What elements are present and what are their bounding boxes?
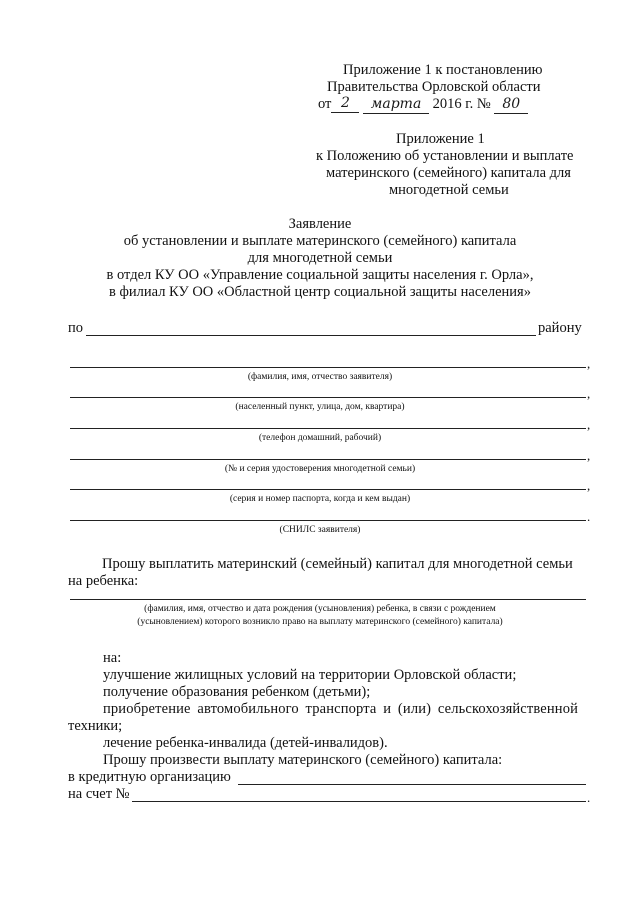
form-title: Заявление bbox=[288, 216, 352, 232]
request-line-1: Прошу выплатить материнский (семейный) капитал для многодетной семьи bbox=[102, 556, 573, 572]
district-field[interactable] bbox=[86, 335, 536, 336]
applicant-address-field[interactable] bbox=[70, 397, 586, 398]
request-line-2: на ребенка: bbox=[68, 573, 139, 589]
appendix-line-4: многодетной семьи bbox=[389, 182, 509, 198]
applicant-phone-field[interactable] bbox=[70, 428, 586, 429]
form-subtitle-1: об установлении и выплате материнского (семейного) капитала bbox=[123, 233, 517, 249]
purpose-housing: улучшение жилищных условий на территории Орловской области; bbox=[103, 667, 517, 683]
applicant-fio-field[interactable] bbox=[70, 367, 586, 368]
form-subtitle-2: для многодетной семьи bbox=[247, 250, 393, 266]
account-field[interactable] bbox=[132, 801, 586, 802]
appendix-line-1: Приложение 1 bbox=[396, 131, 485, 147]
payment-request: Прошу произвести выплату материнского (семейного) капитала: bbox=[103, 752, 503, 768]
applicant-phone-caption: (телефон домашний, рабочий) bbox=[258, 433, 382, 443]
decree-from-label: от bbox=[318, 96, 332, 112]
applicant-fio-caption: (фамилия, имя, отчество заявителя) bbox=[247, 372, 393, 382]
snils-caption: (СНИЛС заявителя) bbox=[279, 525, 361, 535]
decree-date-row bbox=[318, 96, 528, 114]
purpose-education: получение образования ребенком (детьми); bbox=[103, 684, 371, 700]
child-info-field[interactable] bbox=[70, 599, 586, 600]
child-caption-2: (усыновлением) которого возникло право на выплату материнского (семейного) капитала) bbox=[137, 617, 503, 627]
snils-field[interactable] bbox=[70, 520, 586, 521]
applicant-address-caption: (населенный пункт, улица, дом, квартира) bbox=[235, 402, 405, 412]
decree-number: 80 bbox=[502, 96, 521, 112]
passport-field[interactable] bbox=[70, 489, 586, 490]
purposes-intro: на: bbox=[103, 650, 122, 666]
form-subtitle-4: в филиал КУ ОО «Областной центр социальной защиты населения» bbox=[109, 284, 531, 300]
bank-label: в кредитную организацию bbox=[68, 769, 231, 785]
decree-year-text: 2016 г. № bbox=[432, 96, 491, 112]
decree-line-1: Приложение 1 к постановлению bbox=[343, 62, 543, 78]
district-prefix: по bbox=[68, 320, 84, 336]
certificate-field[interactable] bbox=[70, 459, 586, 460]
decree-day: 2 bbox=[340, 95, 350, 111]
appendix-line-3: материнского (семейного) капитала для bbox=[326, 165, 571, 181]
purpose-vehicle: приобретение автомобильного транспорта и (или) сельскохозяйственной bbox=[103, 701, 579, 717]
district-suffix: району bbox=[538, 320, 582, 336]
decree-month: марта bbox=[370, 96, 422, 112]
child-caption-1: (фамилия, имя, отчество и дата рождения (усыновления) ребенка, в связи с рождением bbox=[144, 604, 496, 614]
appendix-line-2: к Положению об установлении и выплате bbox=[316, 148, 574, 164]
account-label: на счет № bbox=[68, 786, 130, 802]
certificate-caption: (№ и серия удостоверения многодетной семьи) bbox=[224, 464, 416, 474]
purpose-vehicle-cont: техники; bbox=[68, 718, 123, 734]
form-subtitle-3: в отдел КУ ОО «Управление социальной защиты населения г. Орла», bbox=[106, 267, 534, 283]
decree-line-2: Правительства Орловской области bbox=[327, 79, 541, 95]
purpose-treatment: лечение ребенка-инвалида (детей-инвалидов). bbox=[103, 735, 388, 751]
bank-field[interactable] bbox=[238, 784, 586, 785]
passport-caption: (серия и номер паспорта, когда и кем выдан) bbox=[229, 494, 411, 504]
